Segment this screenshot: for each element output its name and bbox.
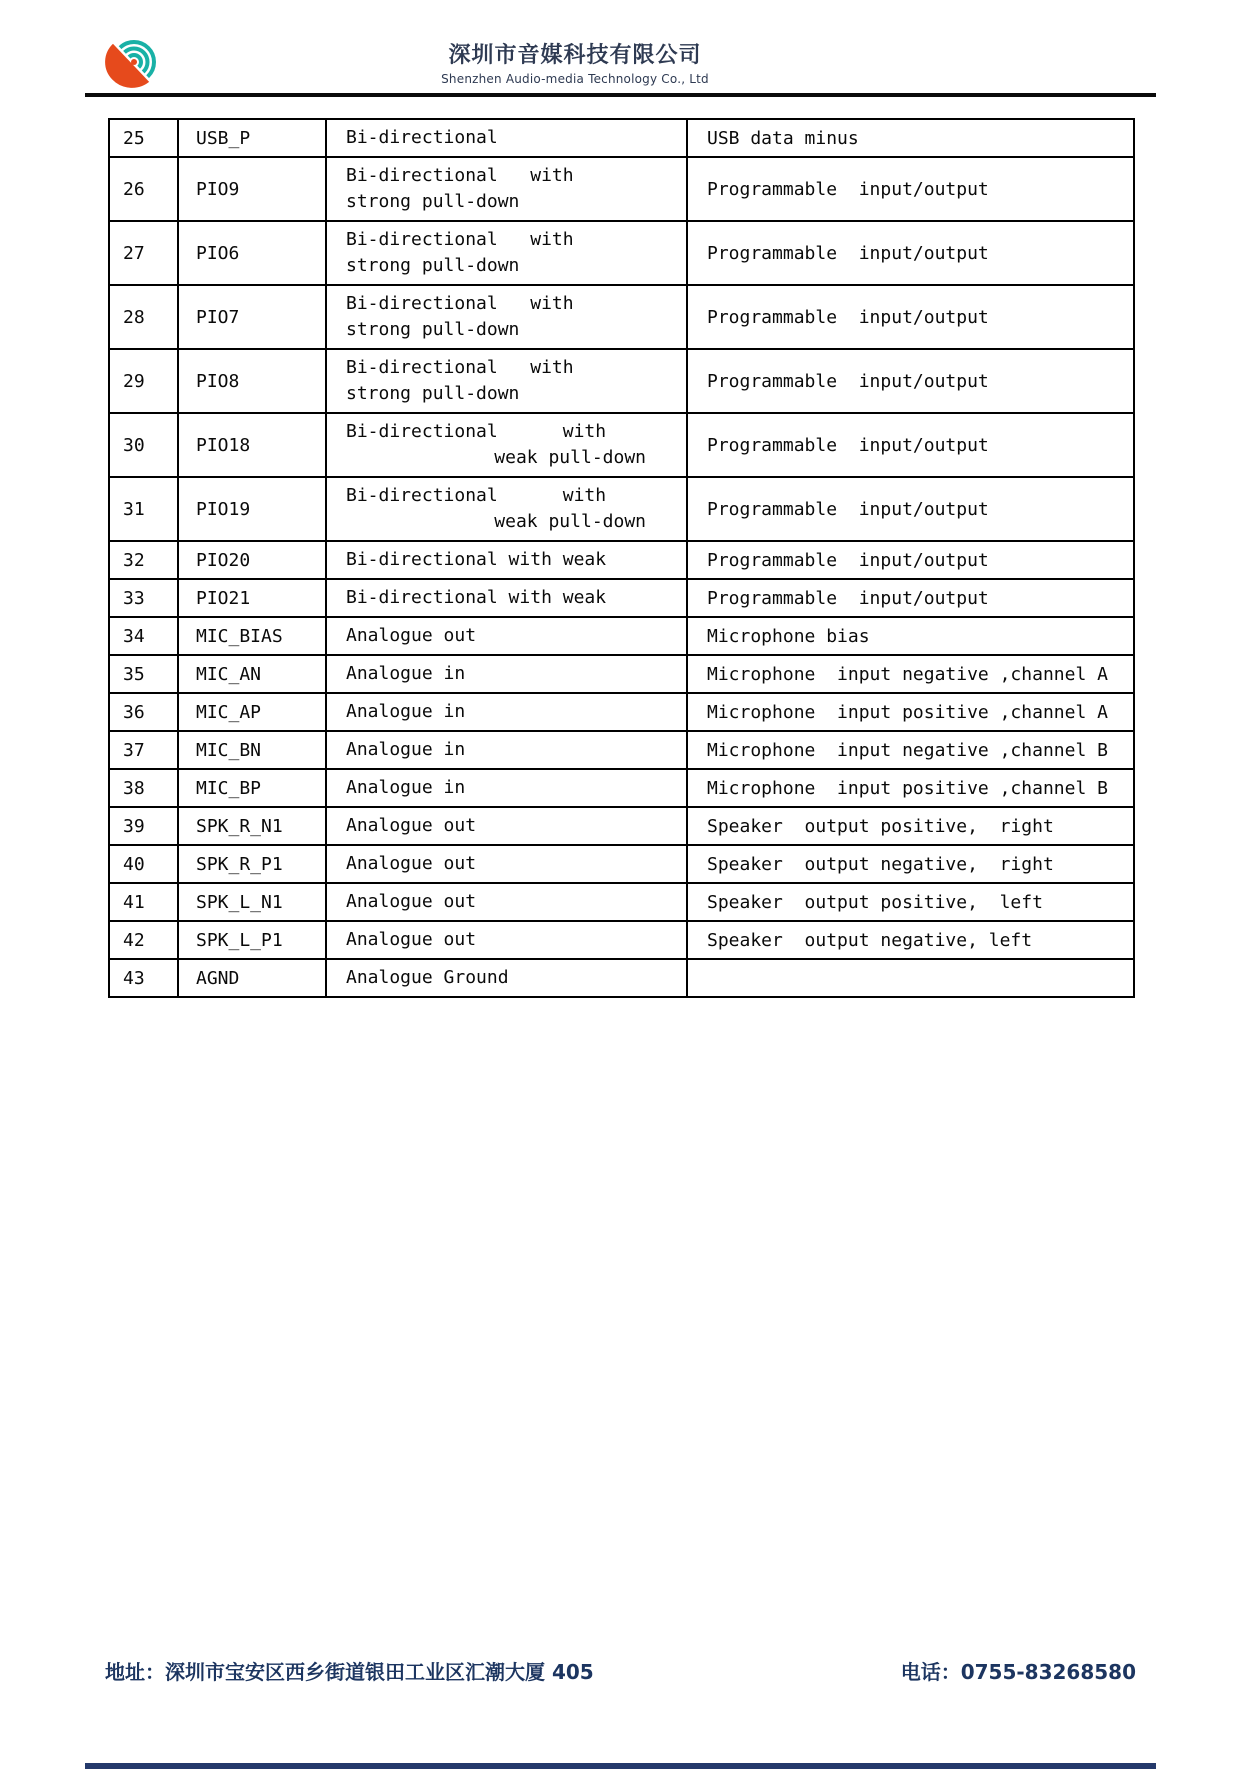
pin-description-cell bbox=[687, 959, 1134, 997]
footer-rule bbox=[85, 1763, 1156, 1769]
pin-name-cell: MIC_BN bbox=[178, 731, 326, 769]
pin-type-cell bbox=[326, 157, 687, 221]
pin-name-cell: PIO6 bbox=[178, 221, 326, 285]
pin-number-cell: 28 bbox=[109, 285, 178, 349]
pin-name-cell: PIO9 bbox=[178, 157, 326, 221]
pin-description-cell: Speaker output positive, right bbox=[687, 807, 1134, 845]
pin-number-cell: 42 bbox=[109, 921, 178, 959]
pin-name-cell: PIO20 bbox=[178, 541, 326, 579]
pin-type-cell bbox=[326, 959, 687, 997]
footer bbox=[105, 1656, 1136, 1685]
pin-description-cell: Microphone input positive ,channel B bbox=[687, 769, 1134, 807]
pin-type-line2: weak pull-down bbox=[494, 511, 646, 532]
pin-description-cell: Programmable input/output bbox=[687, 579, 1134, 617]
pin-number-cell: 34 bbox=[109, 617, 178, 655]
pin-description-cell: Speaker output negative, left bbox=[687, 921, 1134, 959]
pin-number-cell: 31 bbox=[109, 477, 178, 541]
pin-type-line2: strong pull-down bbox=[346, 383, 520, 404]
table-row bbox=[109, 617, 1134, 655]
pin-description-cell: Programmable input/output bbox=[687, 413, 1134, 477]
pin-description-cell: Speaker output negative, right bbox=[687, 845, 1134, 883]
pin-name-cell: SPK_L_N1 bbox=[178, 883, 326, 921]
pin-type-line1: Bi-directional with bbox=[346, 229, 574, 250]
pin-number-cell: 27 bbox=[109, 221, 178, 285]
pin-description-cell: Microphone input negative ,channel B bbox=[687, 731, 1134, 769]
pin-type-line1: Analogue out bbox=[346, 815, 477, 836]
pin-type-line1: Bi-directional with bbox=[346, 485, 607, 506]
pin-description-cell: Programmable input/output bbox=[687, 477, 1134, 541]
pin-type-cell bbox=[326, 921, 687, 959]
pin-type-line1: Analogue in bbox=[346, 777, 466, 798]
pin-description-cell: Programmable input/output bbox=[687, 157, 1134, 221]
table-row bbox=[109, 221, 1134, 285]
pin-type-line1: Analogue in bbox=[346, 663, 466, 684]
pin-number-cell: 32 bbox=[109, 541, 178, 579]
pin-number-cell: 39 bbox=[109, 807, 178, 845]
pin-type-cell bbox=[326, 769, 687, 807]
pin-number-cell: 40 bbox=[109, 845, 178, 883]
footer-address: 地址：深圳市宝安区西乡街道银田工业区汇潮大厦 405 bbox=[105, 1660, 594, 1684]
pin-name-cell: PIO21 bbox=[178, 579, 326, 617]
pin-name-cell: USB_P bbox=[178, 119, 326, 157]
pin-type-line2: strong pull-down bbox=[346, 319, 520, 340]
table-row bbox=[109, 883, 1134, 921]
pin-name-cell: SPK_L_P1 bbox=[178, 921, 326, 959]
pin-number-cell: 43 bbox=[109, 959, 178, 997]
pin-name-cell: SPK_R_P1 bbox=[178, 845, 326, 883]
pin-type-cell bbox=[326, 579, 687, 617]
table-row bbox=[109, 845, 1134, 883]
pin-name-cell: MIC_AN bbox=[178, 655, 326, 693]
pin-name-cell: PIO7 bbox=[178, 285, 326, 349]
table-row bbox=[109, 541, 1134, 579]
pin-type-line1: Bi-directional bbox=[346, 127, 498, 148]
pin-type-cell bbox=[326, 883, 687, 921]
pin-type-line1: Analogue out bbox=[346, 625, 477, 646]
pin-type-cell bbox=[326, 349, 687, 413]
pin-name-cell: AGND bbox=[178, 959, 326, 997]
pin-type-line1: Analogue out bbox=[346, 929, 477, 950]
pin-type-cell bbox=[326, 845, 687, 883]
pin-table-body bbox=[109, 119, 1134, 997]
table-row bbox=[109, 655, 1134, 693]
pin-number-cell: 35 bbox=[109, 655, 178, 693]
pin-type-line1: Analogue in bbox=[346, 701, 466, 722]
pin-name-cell: MIC_BP bbox=[178, 769, 326, 807]
pin-number-cell: 29 bbox=[109, 349, 178, 413]
pin-type-line2: strong pull-down bbox=[346, 255, 520, 276]
pin-type-cell bbox=[326, 221, 687, 285]
pin-description-cell: Microphone bias bbox=[687, 617, 1134, 655]
table-row bbox=[109, 959, 1134, 997]
table-row bbox=[109, 349, 1134, 413]
pin-number-cell: 38 bbox=[109, 769, 178, 807]
pin-description-cell: Programmable input/output bbox=[687, 221, 1134, 285]
header-rule bbox=[85, 93, 1156, 97]
pin-number-cell: 41 bbox=[109, 883, 178, 921]
table-row bbox=[109, 769, 1134, 807]
pin-type-cell bbox=[326, 541, 687, 579]
pin-type-line1: Bi-directional with weak bbox=[346, 549, 607, 570]
pin-type-line1: Bi-directional with bbox=[346, 293, 574, 314]
pin-number-cell: 37 bbox=[109, 731, 178, 769]
header-titles bbox=[0, 38, 1150, 86]
pin-description-cell: Programmable input/output bbox=[687, 541, 1134, 579]
pin-type-cell bbox=[326, 617, 687, 655]
table-row bbox=[109, 807, 1134, 845]
pin-type-cell bbox=[326, 693, 687, 731]
pin-type-cell bbox=[326, 285, 687, 349]
table-row bbox=[109, 157, 1134, 221]
table-row bbox=[109, 413, 1134, 477]
pin-table bbox=[108, 118, 1135, 998]
table-row bbox=[109, 285, 1134, 349]
pin-name-cell: MIC_AP bbox=[178, 693, 326, 731]
pin-type-line1: Analogue in bbox=[346, 739, 466, 760]
pin-type-cell bbox=[326, 477, 687, 541]
pin-type-line1: Analogue out bbox=[346, 891, 477, 912]
pin-description-cell: USB data minus bbox=[687, 119, 1134, 157]
pin-type-cell bbox=[326, 119, 687, 157]
pin-type-cell bbox=[326, 731, 687, 769]
pin-number-cell: 25 bbox=[109, 119, 178, 157]
table-row bbox=[109, 477, 1134, 541]
pin-number-cell: 30 bbox=[109, 413, 178, 477]
table-row bbox=[109, 731, 1134, 769]
company-name-en: Shenzhen Audio-media Technology Co., Ltd bbox=[441, 72, 709, 86]
pin-type-line2: weak pull-down bbox=[494, 447, 646, 468]
pin-description-cell: Microphone input negative ,channel A bbox=[687, 655, 1134, 693]
pin-name-cell: MIC_BIAS bbox=[178, 617, 326, 655]
pin-type-line1: Bi-directional with bbox=[346, 165, 574, 186]
pin-description-cell: Programmable input/output bbox=[687, 349, 1134, 413]
table-row bbox=[109, 579, 1134, 617]
pin-type-cell bbox=[326, 807, 687, 845]
company-name-cn: 深圳市音媒科技有限公司 bbox=[448, 43, 702, 68]
pin-type-line1: Bi-directional with weak bbox=[346, 587, 607, 608]
pin-name-cell: PIO19 bbox=[178, 477, 326, 541]
pin-type-line1: Bi-directional with bbox=[346, 421, 607, 442]
pin-number-cell: 36 bbox=[109, 693, 178, 731]
footer-phone: 电话：0755-83268580 bbox=[900, 1660, 1136, 1684]
pin-description-cell: Programmable input/output bbox=[687, 285, 1134, 349]
pin-name-cell: PIO18 bbox=[178, 413, 326, 477]
pin-description-cell: Microphone input positive ,channel A bbox=[687, 693, 1134, 731]
pin-type-line1: Analogue out bbox=[346, 853, 477, 874]
table-row bbox=[109, 921, 1134, 959]
table-row bbox=[109, 119, 1134, 157]
pin-type-cell bbox=[326, 413, 687, 477]
pin-type-cell bbox=[326, 655, 687, 693]
table-row bbox=[109, 693, 1134, 731]
pin-name-cell: SPK_R_N1 bbox=[178, 807, 326, 845]
pin-description-cell: Speaker output positive, left bbox=[687, 883, 1134, 921]
pin-number-cell: 33 bbox=[109, 579, 178, 617]
pin-type-line1: Bi-directional with bbox=[346, 357, 574, 378]
pin-type-line1: Analogue Ground bbox=[346, 967, 509, 988]
pin-type-line2: strong pull-down bbox=[346, 191, 520, 212]
pin-number-cell: 26 bbox=[109, 157, 178, 221]
pin-name-cell: PIO8 bbox=[178, 349, 326, 413]
